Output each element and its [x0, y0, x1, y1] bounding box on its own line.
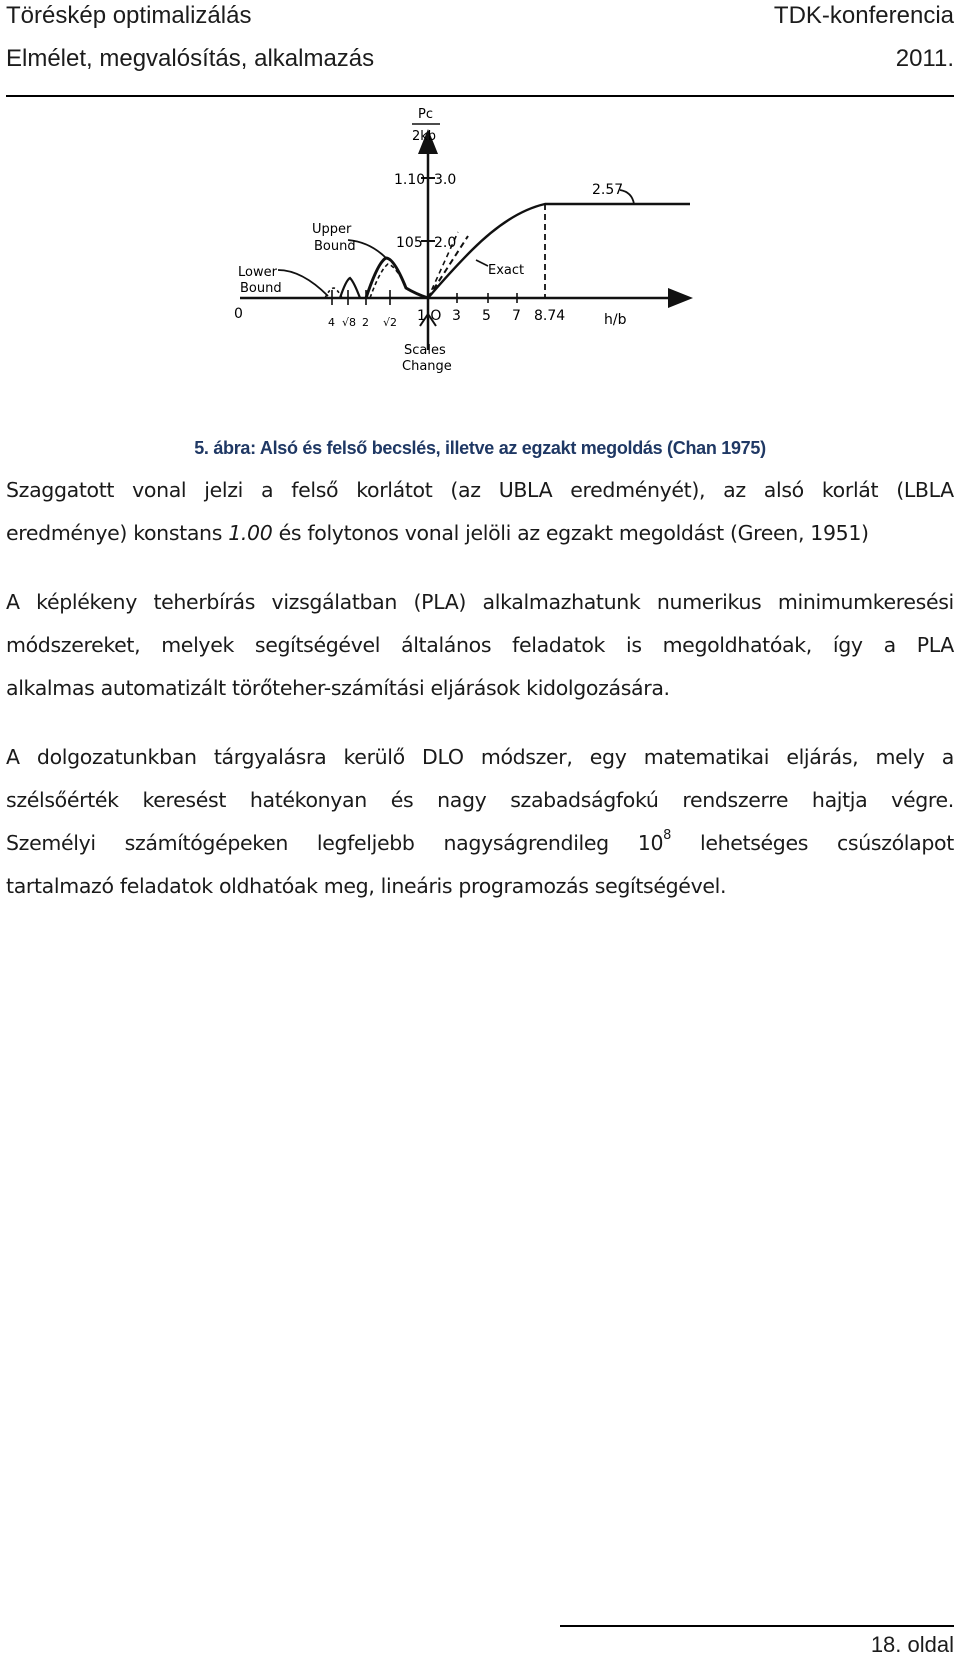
word: (PLA): [413, 590, 467, 614]
x-axis-label: h/b: [604, 312, 627, 328]
header-rule: [6, 95, 954, 97]
x-tick-2: 2: [362, 316, 369, 329]
p1-line2: [6, 521, 954, 545]
word: a: [883, 633, 896, 657]
word: matematikai: [643, 745, 770, 769]
word: kerülő: [343, 745, 405, 769]
word: dolgozatunkban: [36, 745, 197, 769]
word: a: [261, 478, 274, 502]
page-number: 18. oldal: [870, 1632, 954, 1657]
word: így: [832, 633, 863, 657]
figure-caption: 5. ábra: Alsó és felső becslés, illetve az egzakt megoldás (Chan 1975): [194, 438, 766, 458]
word: DLO: [422, 745, 464, 769]
footer-rule: [560, 1625, 954, 1627]
word: teherbírás: [153, 590, 256, 614]
x-tick-8-74: 8.74: [534, 308, 566, 324]
word: megoldhatóak,: [662, 633, 812, 657]
y-label-top: Pc: [418, 107, 433, 122]
header-subtitle-left: Elmélet, megvalósítás, alkalmazás: [6, 45, 375, 72]
p3-line3-w0: Személyi: [6, 831, 96, 855]
p3-line3-w3: nagyságrendileg: [443, 831, 609, 855]
word: A: [6, 745, 20, 769]
word: (LBLA: [896, 478, 954, 502]
y-tick-mid-right: 2.0: [434, 235, 457, 251]
p3-line3-w6: csúszólapot: [836, 831, 954, 855]
y-tick-top-right: 3.0: [434, 172, 457, 188]
word: A: [6, 590, 20, 614]
word: (az: [450, 478, 481, 502]
word: UBLA: [498, 478, 553, 502]
word: korlát: [821, 478, 879, 502]
p3-line3-base: 10: [637, 831, 664, 855]
p1-line2-value: 1.00: [228, 521, 273, 545]
y-tick-top: 1.10: [394, 172, 426, 188]
word: általános: [401, 633, 492, 657]
x-tick-7: 7: [512, 308, 521, 324]
word: numerikus: [656, 590, 762, 614]
word: képlékeny: [36, 590, 137, 614]
word: mely: [875, 745, 925, 769]
word: eljárás,: [786, 745, 859, 769]
x-tick-5: 5: [482, 308, 491, 324]
word: eredményét),: [570, 478, 706, 502]
p3-line3: [6, 828, 954, 855]
word: vonal: [132, 478, 187, 502]
word: az: [723, 478, 746, 502]
word: módszer,: [480, 745, 573, 769]
x-tick-3: 3: [452, 308, 461, 324]
word: felső: [291, 478, 339, 502]
p3-line3-w2: legfeljebb: [316, 831, 415, 855]
y-label-bottom: 2kb: [412, 129, 437, 144]
word: szélsőérték: [6, 788, 119, 812]
x-tick-root8: √8: [342, 316, 357, 329]
word: hajtja: [811, 788, 868, 812]
p2-line2: [6, 633, 954, 657]
word: tárgyalásra: [213, 745, 327, 769]
lower-bound-label-2: Bound: [240, 281, 282, 296]
p3-line3-exp: 8: [663, 828, 672, 844]
p3-line2: [6, 788, 954, 812]
word: alkalmazhatunk: [482, 590, 641, 614]
word: jelzi: [204, 478, 243, 502]
word: is: [625, 633, 642, 657]
word: szabadságfokú: [510, 788, 659, 812]
p2-line3: alkalmas automatizált törőteher-számítási eljárások kidolgozására.: [6, 676, 670, 700]
word: keresést: [142, 788, 227, 812]
lower-bound-label-1: Lower: [238, 265, 277, 280]
p1-line2-post: és folytonos vonal jelöli az egzakt megoldást (Green, 1951): [272, 521, 869, 545]
value-label-2-57: 2.57: [592, 182, 624, 198]
scales-label-1: Scales: [404, 343, 446, 358]
p3-line3-w1: számítógépeken: [124, 831, 288, 855]
word: rendszerre: [682, 788, 789, 812]
p2-line1: [6, 590, 954, 614]
word: minimumkeresési: [777, 590, 954, 614]
header-subtitle-right: 2011.: [895, 45, 954, 72]
word: alsó: [763, 478, 804, 502]
word: PLA: [916, 633, 954, 657]
word: korlátot: [356, 478, 433, 502]
p3-line3-power: [637, 828, 672, 855]
word: nagy: [437, 788, 487, 812]
x-origin-label: 0: [234, 306, 243, 322]
word: vizsgálatban: [271, 590, 398, 614]
p3-line1: [6, 745, 954, 769]
scales-label-2: Change: [402, 359, 452, 374]
word: a: [941, 745, 954, 769]
word: és: [390, 788, 414, 812]
y-tick-mid: 105: [396, 235, 423, 251]
p3-line3-w5: lehetséges: [700, 831, 809, 855]
p3-line4: tartalmazó feladatok oldhatóak meg, lineáris programozás segítségével.: [6, 874, 727, 898]
p1-line1: [6, 478, 954, 502]
upper-bound-label-1: Upper: [312, 222, 352, 237]
exact-label: Exact: [488, 263, 525, 278]
word: feladatok: [512, 633, 606, 657]
upper-bound-label-2: Bound: [314, 239, 356, 254]
p1-line2-pre: eredménye) konstans: [6, 521, 229, 545]
word: segítségével: [254, 633, 381, 657]
word: végre.: [891, 788, 954, 812]
word: egy: [589, 745, 627, 769]
word: módszereket,: [6, 633, 141, 657]
header-title-right: TDK-konferencia: [773, 2, 954, 29]
bounds-figure: [220, 100, 730, 400]
header-title-left: Töréskép optimalizálás: [6, 2, 252, 29]
word: hatékonyan: [249, 788, 367, 812]
word: Szaggatott: [6, 478, 115, 502]
exact-curve: [428, 204, 690, 298]
x-tick-root2: √2: [383, 316, 398, 329]
x-tick-1-0: 1.O: [417, 308, 442, 324]
word: melyek: [161, 633, 234, 657]
x-tick-4: 4: [328, 316, 335, 329]
